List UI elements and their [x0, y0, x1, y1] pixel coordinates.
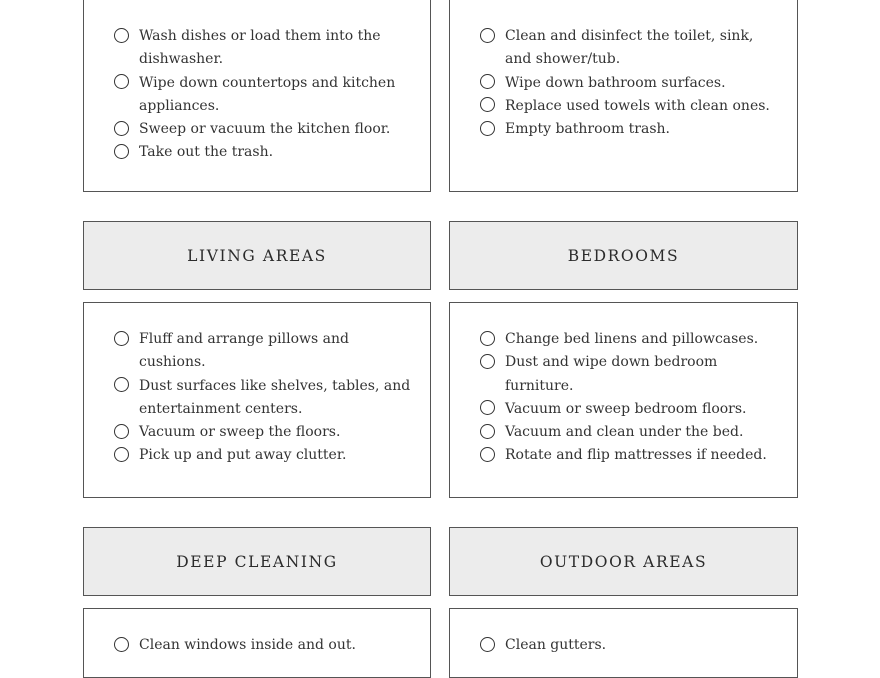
- kitchen-tasks-box: [83, 0, 431, 192]
- task-text: Empty bathroom trash.: [505, 121, 670, 138]
- task-text: Wipe down bathroom surfaces.: [505, 74, 726, 91]
- circle-checkbox[interactable]: [480, 400, 495, 415]
- list-item: [114, 328, 416, 375]
- bathroom-task-list: [480, 25, 783, 141]
- task-text: Clean gutters.: [505, 637, 607, 653]
- list-item: [114, 444, 416, 467]
- list-item: [114, 72, 416, 119]
- task-text: Dust and wipe down bedroom furniture.: [505, 354, 718, 394]
- circle-checkbox[interactable]: [480, 637, 495, 652]
- bathroom-tasks-box: [449, 0, 798, 192]
- outdoor-areas-header: [449, 527, 798, 596]
- circle-checkbox[interactable]: [480, 28, 495, 43]
- circle-checkbox[interactable]: [480, 447, 495, 462]
- outdoor-areas-task-list: [480, 634, 783, 657]
- circle-checkbox[interactable]: [114, 121, 129, 136]
- circle-checkbox[interactable]: [114, 74, 129, 89]
- circle-checkbox[interactable]: [480, 424, 495, 439]
- list-item: [114, 375, 416, 422]
- circle-checkbox[interactable]: [480, 121, 495, 136]
- circle-checkbox[interactable]: [480, 354, 495, 369]
- task-text: Clean windows inside and out.: [139, 637, 356, 653]
- task-text: Wipe down countertops and kitchen appliances.: [139, 74, 396, 114]
- list-item: [114, 634, 416, 657]
- task-text: Wash dishes or load them into the dishwasher.: [139, 28, 381, 68]
- section-title: BEDROOMS: [567, 246, 680, 265]
- task-text: Dust surfaces like shelves, tables, and entertainment centers.: [139, 377, 411, 417]
- deep-cleaning-task-list: [114, 634, 416, 657]
- list-item: [114, 421, 416, 444]
- list-item: [480, 421, 783, 444]
- circle-checkbox[interactable]: [480, 331, 495, 346]
- list-item: [480, 25, 783, 72]
- list-item: [114, 141, 416, 164]
- bedrooms-task-list: [480, 328, 783, 468]
- circle-checkbox[interactable]: [114, 28, 129, 43]
- list-item: [480, 95, 783, 118]
- task-text: Change bed linens and pillowcases.: [505, 331, 759, 347]
- bedrooms-tasks-box: [449, 302, 798, 498]
- deep-cleaning-tasks-box: [83, 608, 431, 678]
- circle-checkbox[interactable]: [114, 377, 129, 392]
- task-text: Sweep or vacuum the kitchen floor.: [139, 121, 391, 138]
- task-text: Take out the trash.: [139, 144, 274, 161]
- task-text: Vacuum and clean under the bed.: [505, 424, 744, 441]
- list-item: [480, 444, 783, 467]
- deep-cleaning-header: [83, 527, 431, 596]
- section-title: LIVING AREAS: [187, 246, 327, 265]
- circle-checkbox[interactable]: [114, 144, 129, 159]
- section-title: OUTDOOR AREAS: [539, 552, 708, 571]
- task-text: Vacuum or sweep the floors.: [139, 424, 341, 441]
- bedrooms-header: [449, 221, 798, 290]
- list-item: [480, 634, 783, 657]
- kitchen-task-list: [114, 25, 416, 165]
- circle-checkbox[interactable]: [114, 424, 129, 439]
- circle-checkbox[interactable]: [480, 74, 495, 89]
- task-text: Fluff and arrange pillows and cushions.: [139, 331, 349, 371]
- section-title: DEEP CLEANING: [176, 552, 338, 571]
- living-areas-tasks-box: [83, 302, 431, 498]
- task-text: Rotate and flip mattresses if needed.: [505, 447, 767, 464]
- list-item: [480, 72, 783, 95]
- circle-checkbox[interactable]: [114, 637, 129, 652]
- list-item: [480, 328, 783, 351]
- task-text: Replace used towels with clean ones.: [505, 97, 770, 114]
- task-text: Vacuum or sweep bedroom floors.: [505, 400, 747, 417]
- living-areas-task-list: [114, 328, 416, 468]
- list-item: [114, 118, 416, 141]
- circle-checkbox[interactable]: [114, 447, 129, 462]
- list-item: [114, 25, 416, 72]
- living-areas-header: [83, 221, 431, 290]
- circle-checkbox[interactable]: [114, 331, 129, 346]
- list-item: [480, 398, 783, 421]
- list-item: [480, 351, 783, 398]
- outdoor-areas-tasks-box: [449, 608, 798, 678]
- task-text: Clean and disinfect the toilet, sink, and shower/tub.: [505, 28, 754, 68]
- list-item: [480, 118, 783, 141]
- task-text: Pick up and put away clutter.: [139, 447, 347, 464]
- circle-checkbox[interactable]: [480, 97, 495, 112]
